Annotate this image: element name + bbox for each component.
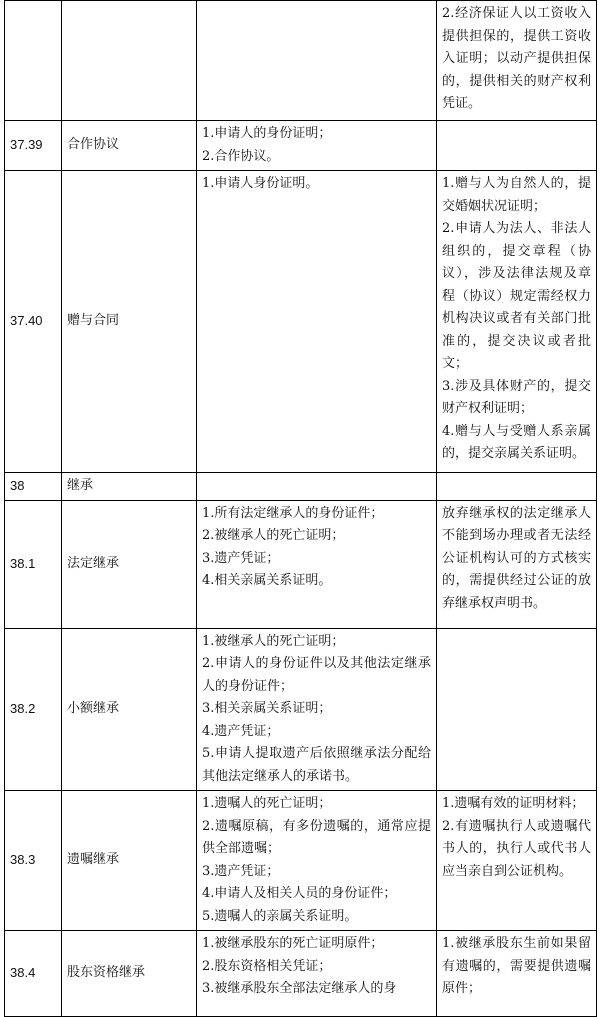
required-materials — [197, 931, 437, 1017]
notes — [437, 121, 597, 171]
item-number: 38.1 — [5, 500, 62, 628]
requirements-table — [4, 0, 597, 1017]
item-name: 合作协议 — [62, 121, 197, 171]
material-item: 2.股东资格相关凭证； — [202, 958, 332, 974]
notes — [437, 931, 597, 1017]
item-name — [62, 1, 197, 121]
required-materials — [197, 473, 437, 501]
table-row — [5, 171, 597, 473]
material-item: 4.遗产凭证； — [202, 723, 280, 739]
table-row — [5, 473, 597, 501]
item-name: 法定继承 — [62, 500, 197, 628]
material-item: 1.被继承股东的死亡证明原件； — [202, 936, 384, 951]
material-item: 1.被继承人的死亡证明； — [202, 633, 345, 649]
table-row — [5, 121, 597, 171]
table-row — [5, 500, 597, 628]
material-item: 5.遗嘱人的亲属关系证明。 — [202, 908, 358, 924]
material-item: 3.遗产凭证； — [202, 863, 280, 879]
item-number: 38.3 — [5, 791, 62, 931]
note-item: 4.赠与人与受赠人系亲属的，提交亲属关系证明。 — [442, 423, 591, 461]
note-item: 1.赠与人为自然人的，提交婚姻状况证明； — [442, 176, 591, 214]
material-item: 3.遗产凭证； — [202, 550, 280, 566]
material-item: 5.申请人提取遗产后依照继承法分配给其他法定继承人的承诺书。 — [202, 746, 431, 784]
material-item: 3.相关亲属关系证明； — [202, 701, 332, 716]
required-materials — [197, 500, 437, 628]
item-number: 38.2 — [5, 628, 62, 791]
material-item: 2.被继承人的死亡证明； — [202, 528, 345, 543]
table-row — [5, 628, 597, 791]
material-item: 2.申请人的身份证件以及其他法定继承人的身份证件； — [202, 656, 431, 694]
required-materials — [197, 628, 437, 791]
table-body — [5, 1, 597, 1017]
material-item: 2.遗嘱原稿，有多份遗嘱的，通常应提供全部遗嘱； — [202, 818, 431, 856]
item-name: 小额继承 — [62, 628, 197, 791]
notes — [437, 628, 597, 791]
notes — [437, 1, 597, 121]
notes — [437, 791, 597, 931]
note-item: 2.经济保证人以工资收入提供担保的，提供工资收入证明；以动产提供担保的，提供相关的财产权利凭证。 — [442, 6, 591, 111]
note-item: 放弃继承权的法定继承人不能到场办理或者无法经公证机构认可的方式核实的，需提供经过公证的放弃继承权声明书。 — [442, 505, 591, 611]
table-row — [5, 931, 597, 1017]
required-materials — [197, 171, 437, 473]
required-materials — [197, 121, 437, 171]
material-item: 1.申请人身份证明。 — [202, 176, 319, 191]
item-number: 37.40 — [5, 171, 62, 473]
material-item: 1.申请人的身份证明； — [202, 126, 332, 141]
notes — [437, 473, 597, 501]
note-item: 2.申请人为法人、非法人组织的，提交章程（协议），涉及法律法规及章程（协议）规定需经权力机构决议或者有关部门批准的，提交决议或者批文； — [442, 221, 591, 371]
note-item: 2.有遗嘱执行人或遗嘱代书人的，执行人或代书人应当亲自到公证机构。 — [442, 818, 591, 879]
item-number: 37.39 — [5, 121, 62, 171]
required-materials — [197, 1, 437, 121]
material-item: 3.被继承股东全部法定继承人的身 — [202, 981, 397, 996]
item-name: 股东资格继承 — [62, 931, 197, 1017]
material-item: 2.合作协议。 — [202, 148, 280, 164]
table-row — [5, 791, 597, 931]
table-row — [5, 1, 597, 121]
item-name: 赠与合同 — [62, 171, 197, 473]
notes — [437, 171, 597, 473]
item-name: 继承 — [62, 473, 197, 501]
material-item: 4.申请人及相关人员的身份证件； — [202, 886, 397, 901]
item-name: 遗嘱继承 — [62, 791, 197, 931]
required-materials — [197, 791, 437, 931]
note-item: 1.遗嘱有效的证明材料； — [442, 796, 585, 811]
item-number: 38 — [5, 473, 62, 501]
note-item: 1.被继承股东生前如果留有遗嘱的，需要提供遗嘱原件； — [442, 936, 591, 996]
material-item: 4.相关亲属关系证明。 — [202, 573, 332, 588]
notes — [437, 500, 597, 628]
material-item: 1.所有法定继承人的身份证件； — [202, 505, 384, 521]
item-number: 38.4 — [5, 931, 62, 1017]
item-number — [5, 1, 62, 121]
note-item: 3.涉及具体财产的，提交财产权利证明； — [442, 378, 591, 416]
material-item: 1.遗嘱人的死亡证明； — [202, 796, 332, 811]
